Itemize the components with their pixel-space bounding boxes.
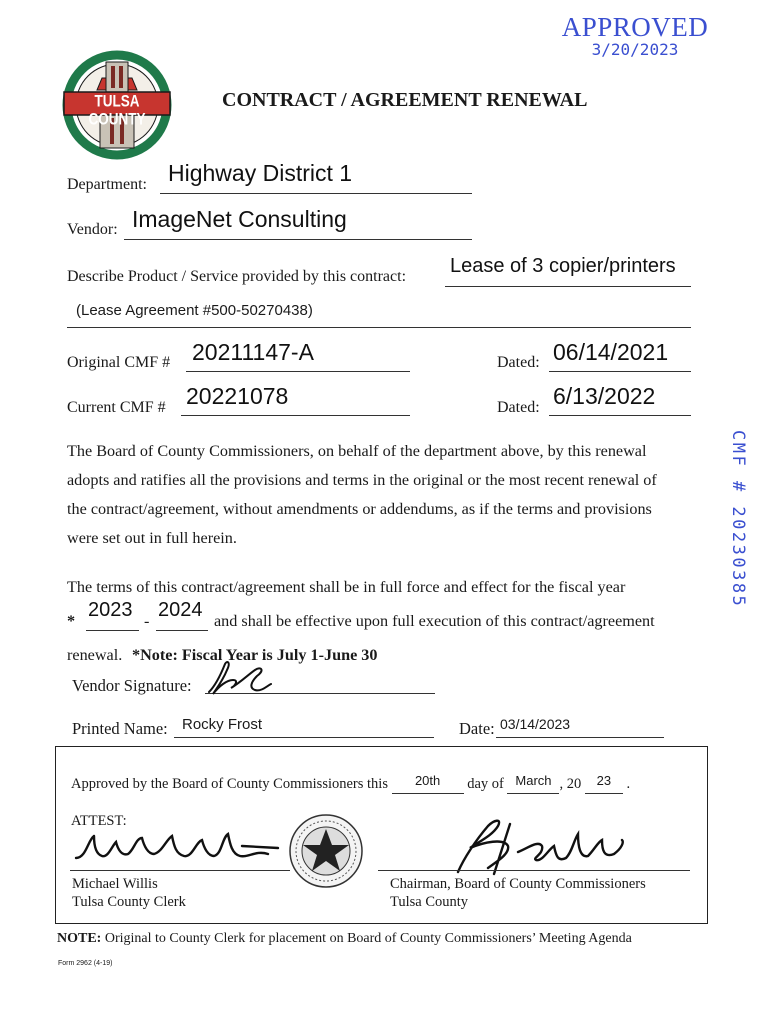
original-cmf-label: Original CMF # bbox=[67, 354, 171, 371]
side-cmf-stamp: CMF # 20230385 bbox=[728, 430, 748, 609]
renewal-paragraph bbox=[67, 437, 707, 553]
chairman-title: Chairman, Board of County Commissioners bbox=[390, 876, 646, 892]
original-dated-label: Dated: bbox=[497, 354, 540, 371]
printed-name-label: Printed Name: bbox=[72, 719, 168, 738]
fy-asterisk: * bbox=[67, 612, 76, 630]
describe-label: Describe Product / Service provided by this contract: bbox=[67, 268, 407, 285]
approved-status: APPROVED bbox=[561, 12, 709, 42]
vendor-value: ImageNet Consulting bbox=[132, 206, 347, 232]
clerk-title: Tulsa County Clerk bbox=[72, 894, 186, 910]
page-title: CONTRACT / AGREEMENT RENEWAL bbox=[222, 89, 588, 111]
vendor-date-value: 03/14/2023 bbox=[500, 716, 571, 732]
current-cmf-value: 20221078 bbox=[186, 383, 289, 409]
year-value: 23 bbox=[596, 773, 612, 788]
day-value: 20th bbox=[414, 773, 441, 788]
approved-by-text: Approved by the Board of County Commissioners this bbox=[71, 776, 388, 792]
current-dated-value: 6/13/2022 bbox=[553, 383, 656, 409]
vendor-signature-icon bbox=[205, 656, 275, 700]
day-of-text: day of bbox=[467, 776, 504, 792]
clerk-signature-line bbox=[70, 860, 290, 871]
form-id: Form 2962 (4-19) bbox=[58, 960, 113, 967]
chairman-signature-line bbox=[378, 860, 690, 871]
original-dated-value: 06/14/2021 bbox=[553, 339, 669, 365]
chairman-signature-icon bbox=[418, 812, 628, 882]
approval-line bbox=[71, 773, 631, 794]
footer-note-label: NOTE: bbox=[57, 931, 102, 946]
fiscal-year-note: *Note: Fiscal Year is July 1-June 30 bbox=[132, 646, 378, 664]
footer-note bbox=[57, 931, 632, 947]
department-value: Highway District 1 bbox=[168, 160, 353, 186]
approved-date: 3/20/2023 bbox=[591, 40, 679, 59]
paragraph-line: The Board of County Commissioners, on behalf of the department above, by this renewal bbox=[67, 442, 647, 460]
original-cmf-value: 20211147-A bbox=[192, 339, 314, 365]
fy-end-value: 2024 bbox=[158, 599, 203, 621]
paragraph-line: the contract/agreement, without amendments or addendums, as if the terms and provisions bbox=[67, 500, 652, 518]
county-seal-icon bbox=[288, 813, 364, 889]
attest-label: ATTEST: bbox=[71, 813, 127, 829]
clerk-name: Michael Willis bbox=[72, 876, 158, 892]
year-field bbox=[585, 773, 623, 794]
vendor-signature-label: Vendor Signature: bbox=[72, 676, 192, 695]
year-prefix: , 20 bbox=[559, 776, 582, 792]
terms-line-2: and shall be effective upon full execution of this contract/agreement bbox=[214, 612, 655, 630]
paragraph-line: were set out in full herein. bbox=[67, 529, 237, 547]
logo-text: TULSA COUNTY bbox=[88, 92, 146, 128]
footer-note-text: Original to County Clerk for placement on Board of County Commissioners’ Meeting Agenda bbox=[104, 931, 632, 946]
day-field bbox=[392, 773, 464, 794]
approved-stamp bbox=[560, 12, 710, 59]
month-field bbox=[507, 773, 559, 794]
month-value: March bbox=[515, 773, 552, 788]
period: . bbox=[626, 776, 631, 792]
current-cmf-label: Current CMF # bbox=[67, 399, 166, 416]
paragraph-line: adopts and ratifies all the provisions and terms in the original or the most recent renewal of bbox=[67, 471, 657, 489]
current-dated-label: Dated: bbox=[497, 399, 540, 416]
vendor-date-label: Date: bbox=[459, 719, 495, 738]
printed-name-value: Rocky Frost bbox=[182, 716, 263, 733]
describe-value: Lease of 3 copier/printers bbox=[450, 255, 676, 277]
fy-start-value: 2023 bbox=[88, 599, 133, 621]
department-label: Department: bbox=[67, 176, 147, 193]
vendor-label: Vendor: bbox=[67, 221, 118, 238]
describe-value-2: (Lease Agreement #500-50270438) bbox=[76, 302, 313, 319]
terms-line-1: The terms of this contract/agreement shall be in full force and effect for the fiscal year bbox=[67, 578, 626, 596]
chairman-org: Tulsa County bbox=[390, 894, 469, 910]
fy-dash: - bbox=[144, 612, 150, 630]
renewal-word: renewal. bbox=[67, 646, 123, 664]
tulsa-county-logo bbox=[62, 50, 172, 160]
